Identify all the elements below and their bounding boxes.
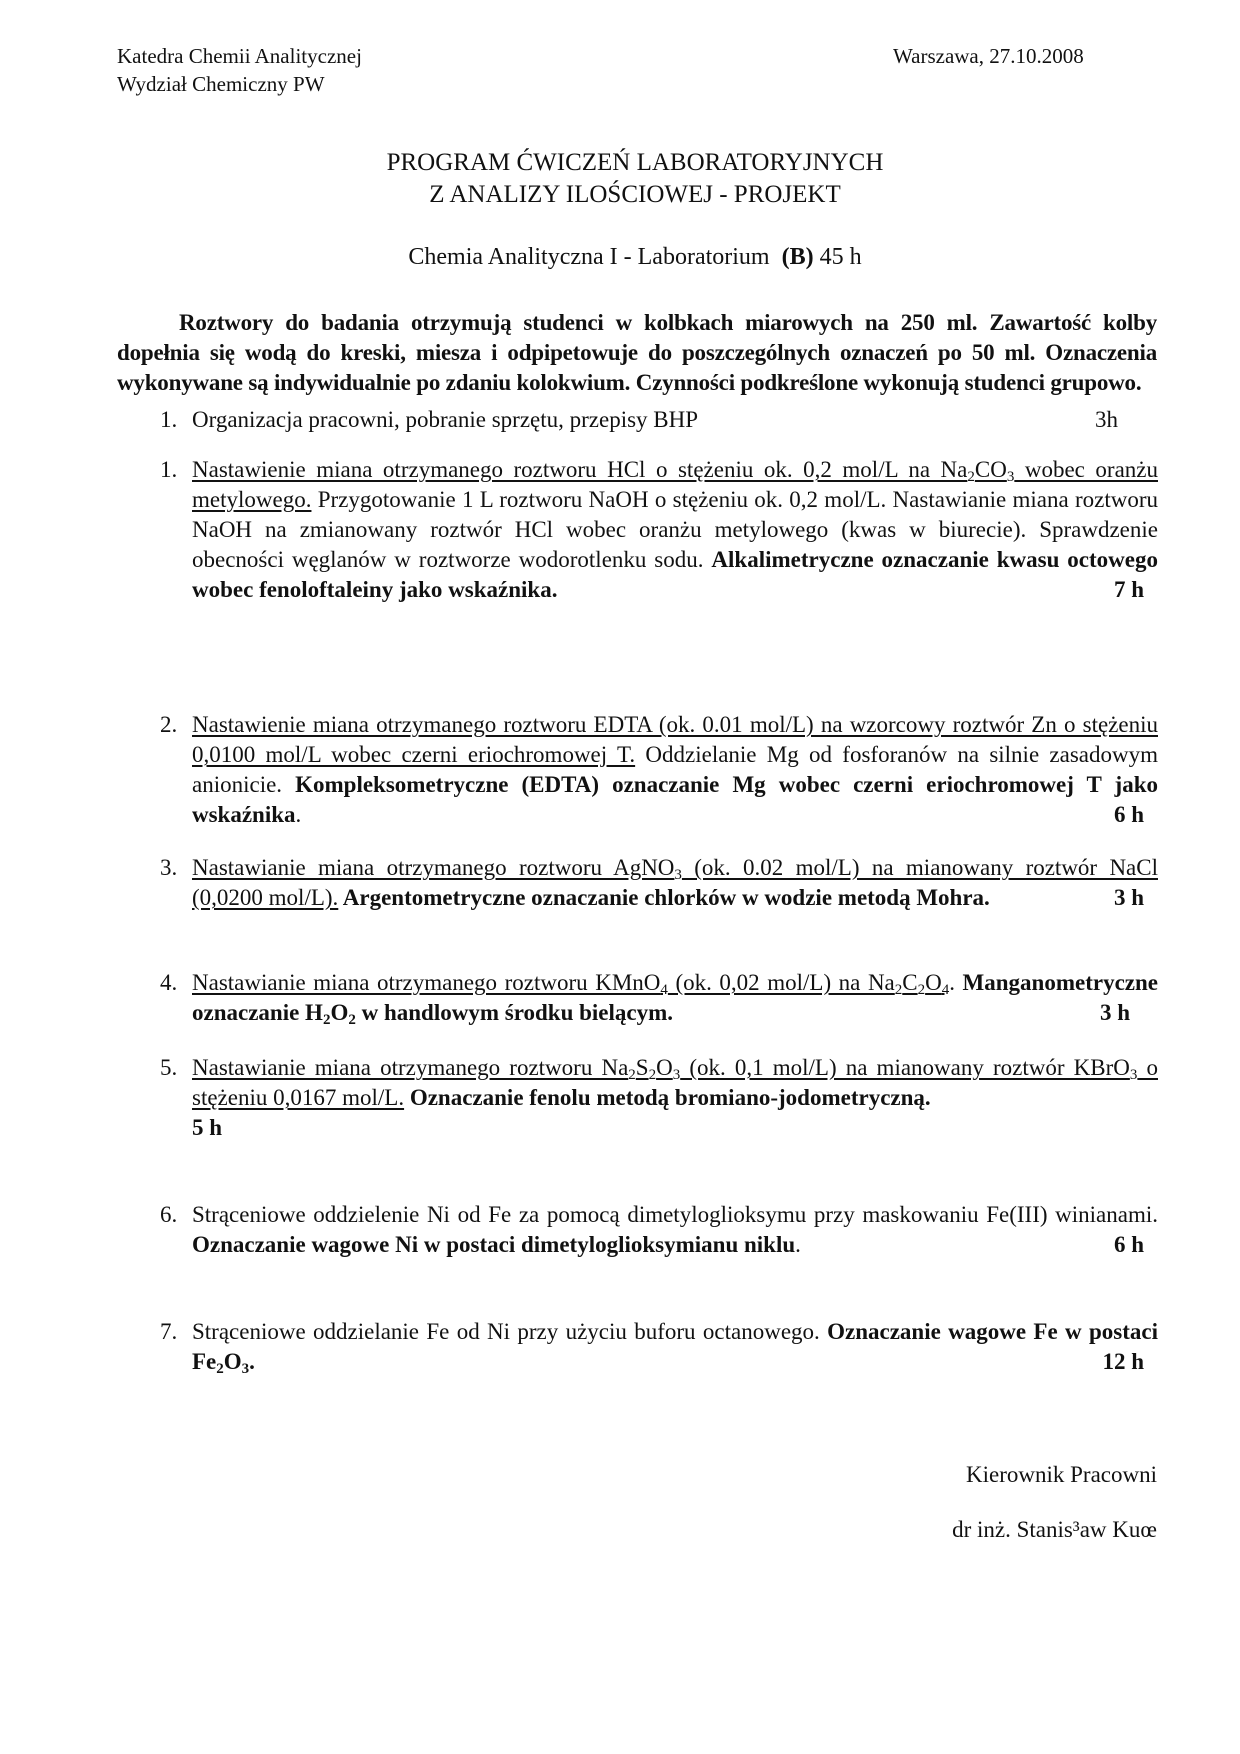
intro-paragraph: Roztwory do badania otrzymują studenci w kolbkach miarowych na 250 ml. Zawartość kolby dopełnia się wodą do kreski, miesza i odpipetowuje do poszczególnych oznaczeń po 50 ml. Oznaczenia wykonywane są indywidualnie po zdaniu kolokwium. Czynności podkreślone wykonują studenci grupowo. xyxy=(117,310,1157,395)
item-plain-text: Strąceniowe oddzielenie Ni od Fe za pomocą dimetyloglioksymu przy maskowaniu Fe(III) winianami. xyxy=(192,1202,1158,1227)
signature-name: dr inż. Stanis³aw Kuœ xyxy=(952,1517,1157,1542)
item-number: 5. xyxy=(160,1055,178,1080)
item-hours: 12 h xyxy=(1102,1349,1144,1374)
item-bold-text: Argentometryczne oznaczanie chlorków w wodzie metodą Mohra. xyxy=(338,885,990,910)
item-hours: 5 h xyxy=(192,1115,223,1140)
item-hours: 3 h xyxy=(1113,885,1144,910)
faculty-name: Wydział Chemiczny PW xyxy=(117,72,325,96)
item-underlined-text: Nastawienie miana otrzymanego roztworu EDTA (ok. 0.01 mol/L) na wzorcowy roztwór Zn o stężeniu 0,0100 mol/L wobec czerni eriochromowej T. xyxy=(192,712,1158,767)
list-item: 2. Nastawienie miana otrzymanego roztworu EDTA (ok. 0.01 mol/L) na wzorcowy roztwór Zn o stężeniu 0,0100 mol/L wobec czerni eriochromowej T. Oddzielanie Mg od fosforanów na silnie zasadowym anionicie. Kompleksometryczne (EDTA) oznaczanie Mg wobec czerni eriochromowej T jako wskaźnika. 6 h xyxy=(160,710,1158,830)
item-hours: 7 h xyxy=(1113,577,1144,602)
header-institution xyxy=(117,42,362,98)
item-underlined-text: Nastawianie miana otrzymanego roztworu $Na_2S_2O_3$ (ok. 0,1 mol/L) na mianowany roztwór KBrO$_3$ o stężeniu 0,0167 mol/L. xyxy=(192,1055,1158,1110)
item-underlined-text: Nastawienie miana otrzymanego roztworu HCl o stężeniu ok. 0,2 mol/L na $Na_2CO_3$ wobec oranżu metylowego. xyxy=(192,457,1158,512)
document-title xyxy=(0,147,1240,211)
item-bold-text: Oznaczanie fenolu metodą bromiano-jodometryczną. xyxy=(404,1085,931,1110)
list-item xyxy=(160,1317,1158,1377)
list-item: 6. Strąceniowe oddzielenie Ni od Fe za pomocą dimetyloglioksymu przy maskowaniu Fe(III) winianami. Oznaczanie wagowe Ni w postaci dimetyloglioksymianu niklu. 6 h xyxy=(160,1200,1158,1260)
item-plain-text: Strąceniowe oddzielanie Fe od Ni przy użyciu buforu octanowego. xyxy=(192,1319,828,1344)
item-bold-text: Oznaczanie wagowe Fe w postaci $Fe_2O_3$. xyxy=(192,1319,1158,1377)
item-number: 1. xyxy=(160,457,178,482)
course-hours: 45 h xyxy=(819,244,862,270)
item-underlined-text: Nastawianie miana otrzymanego roztworu KMnO$_4$ (ok. 0,02 mol/L) na $Na_2C_2O_4$ xyxy=(192,970,950,998)
item-number: 6. xyxy=(160,1202,178,1227)
item-number: 4. xyxy=(160,970,178,995)
course-group: (B) xyxy=(781,244,814,270)
item-number: 1. xyxy=(160,407,178,432)
list-item xyxy=(160,455,1158,605)
title-line-1: PROGRAM ĆWICZEŃ LABORATORYJNYCH xyxy=(386,149,884,176)
item-number: 7. xyxy=(160,1319,178,1344)
place-date: Warszawa, 27.10.2008 xyxy=(893,44,1084,68)
item-bold-text: Kompleksometryczne (EDTA) oznaczanie Mg wobec czerni eriochromowej T jako wskaźnika xyxy=(192,772,1158,827)
list-item xyxy=(160,853,1158,913)
item-hours: 3h xyxy=(1095,407,1118,432)
list-item xyxy=(160,1053,1158,1143)
item-underlined-text: Nastawianie miana otrzymanego roztworu AgNO$_3$ (ok. 0.02 mol/L) na mianowany roztwór NaCl (0,0200 mol/L). xyxy=(192,855,1158,910)
department-name: Katedra Chemii Analitycznej xyxy=(117,44,362,68)
title-line-2: Z ANALIZY ILOŚCIOWEJ - PROJEKT xyxy=(429,181,841,208)
item-bold-text: Oznaczanie wagowe Ni w postaci dimetyloglioksymianu niklu xyxy=(192,1232,796,1257)
item-plain-text: Oddzielanie Mg od fosforanów na silnie zasadowym anionicie. xyxy=(192,742,1159,797)
item-plain-text: Przygotowanie 1 L roztworu NaOH o stężeniu ok. 0,2 mol/L. Nastawianie miana roztworu NaOH na zmianowany roztwór HCl wobec oranżu metylowego (kwas w biurecie). Sprawdzenie obecności węglanów w roztworze wodorotlenku sodu. xyxy=(192,487,1158,572)
item-hours: 6 h xyxy=(1113,1232,1144,1257)
item-number: 3. xyxy=(160,855,178,880)
item-bold-text: Alkalimetryczne oznaczanie kwasu octowego wobec fenoloftaleiny jako wskaźnika. xyxy=(192,547,1158,602)
course-name: Chemia Analityczna I - Laboratorium xyxy=(408,244,770,270)
item-bold-text: Manganometryczne oznaczanie $H_2O_2$ w handlowym środku bielącym. xyxy=(192,970,1158,1028)
item-text: Organizacja pracowni, pobranie sprzętu, przepisy BHP xyxy=(192,407,699,432)
list-item xyxy=(160,405,1158,435)
course-subtitle xyxy=(0,244,1240,271)
item-number: 2. xyxy=(160,712,178,737)
item-hours: 3 h xyxy=(1099,1000,1130,1025)
list-item: 4. Nastawianie miana otrzymanego roztworu KMnO$_4$ (ok. 0,02 mol/L) na $Na_2C_2O_4$. Manganometryczne oznaczanie $H_2O_2$ w handlowym środku bielącym. 3 h xyxy=(160,970,1158,1028)
item-hours: 6 h xyxy=(1113,802,1144,827)
signature-role: Kierownik Pracowni xyxy=(966,1462,1157,1487)
